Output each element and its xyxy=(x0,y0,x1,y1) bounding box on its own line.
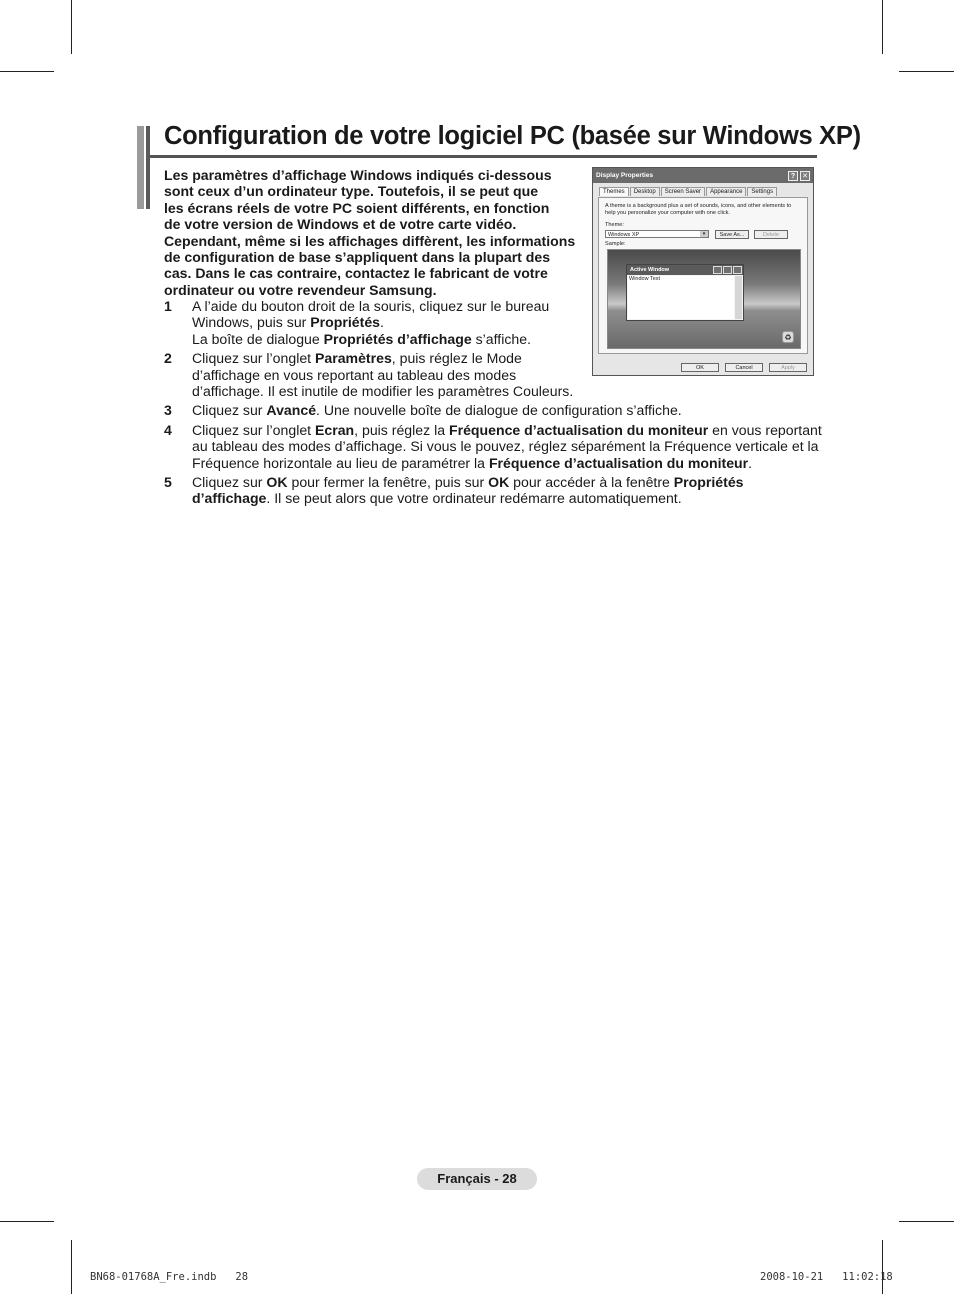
step-text: . Il se peut alors que votre ordinateur redémarre automatiquement. xyxy=(266,490,682,507)
step-number: 1 xyxy=(164,298,172,314)
tab-appearance[interactable]: Appearance xyxy=(706,187,746,196)
title-rule xyxy=(150,155,817,158)
maximize-icon xyxy=(723,266,732,274)
intro-line: de votre version de Windows et de votre carte vidéo. xyxy=(164,216,517,233)
step-emphasis: Fréquence d’actualisation du moniteur xyxy=(488,454,749,471)
step-text: . Une nouvelle boîte de dialogue de configuration s’affiche. xyxy=(316,402,682,419)
step-emphasis: Propriétés xyxy=(673,474,744,491)
intro-paragraph xyxy=(164,167,584,298)
crop-mark xyxy=(882,0,883,54)
cancel-button[interactable]: Cancel xyxy=(725,363,763,372)
step-text: Fréquence horizontale au lieu de paramétrer la xyxy=(192,454,489,471)
intro-line: sont ceux d’un ordinateur type. Toutefois, il se peut que xyxy=(164,183,539,200)
window-text: Window Text xyxy=(628,276,734,319)
step-emphasis: OK xyxy=(266,474,288,491)
step-text: Cliquez sur l’onglet xyxy=(192,421,315,438)
page-title: Configuration de votre logiciel PC (basée sur Windows XP) xyxy=(164,122,861,150)
title-accent-bar xyxy=(146,126,150,209)
step-emphasis: OK xyxy=(488,474,510,491)
theme-select[interactable] xyxy=(605,230,709,238)
crop-mark xyxy=(882,1240,883,1294)
delete-button[interactable]: Delete xyxy=(754,230,788,239)
step-item xyxy=(164,474,819,507)
minimize-icon xyxy=(713,266,722,274)
theme-description: A theme is a background plus a set of sounds, icons, and other elements to help you personalize your computer with one click. xyxy=(605,203,792,216)
print-timestamp: 2008-10-21 11:02:18 xyxy=(760,1271,893,1283)
step-emphasis: Propriétés xyxy=(310,314,380,331)
step-number: 3 xyxy=(164,402,172,419)
scrollbar xyxy=(735,276,742,319)
step-item xyxy=(164,402,819,418)
close-icon[interactable]: ✕ xyxy=(800,171,810,181)
help-icon[interactable]: ? xyxy=(788,171,798,181)
crop-mark xyxy=(0,1221,54,1222)
step-line xyxy=(192,455,819,471)
intro-line: Cependant, même si les affichages diffèrent, les informations xyxy=(164,232,576,249)
display-properties-screenshot xyxy=(592,167,814,376)
step-emphasis: Ecran xyxy=(315,421,355,438)
crop-mark xyxy=(71,0,72,54)
apply-button[interactable]: Apply xyxy=(769,363,807,372)
step-line xyxy=(192,383,819,399)
theme-select-value: Windows XP xyxy=(608,232,640,238)
step-text: d’affichage. Il est inutile de modifier les paramètres Couleurs. xyxy=(192,383,574,400)
step-item xyxy=(164,421,822,471)
step-line xyxy=(192,474,819,490)
step-text: en vous reportant xyxy=(708,421,822,438)
title-accent-bar xyxy=(137,126,144,209)
dialog-title: Display Properties xyxy=(596,172,654,179)
step-emphasis: Paramètres xyxy=(315,350,392,367)
step-emphasis: Fréquence d’actualisation du moniteur xyxy=(448,421,709,438)
tab-themes[interactable]: Themes xyxy=(599,187,629,196)
dialog-tabs xyxy=(593,183,813,196)
step-emphasis: Avancé xyxy=(266,402,317,419)
step-text: A l’aide du bouton droit de la souris, cliquez sur le bureau xyxy=(192,298,550,314)
step-text: Cliquez sur xyxy=(192,402,267,419)
step-text: , puis réglez la xyxy=(354,421,449,438)
intro-line: de configuration de base s’appliquent dans la plupart des xyxy=(164,249,551,266)
dialog-title-bar xyxy=(593,168,813,183)
step-text: Cliquez sur l’onglet xyxy=(192,350,315,367)
intro-line: Les paramètres d’affichage Windows indiqués ci-dessous xyxy=(164,167,552,183)
step-text: pour accéder à la fenêtre xyxy=(509,474,674,491)
step-number: 4 xyxy=(164,421,172,438)
crop-mark xyxy=(899,71,954,72)
intro-line: les écrans réels de votre PC soient différents, en fonction xyxy=(164,199,550,216)
active-window-title: Active Window xyxy=(630,267,670,273)
themes-panel xyxy=(598,197,808,354)
crop-mark xyxy=(899,1221,954,1222)
step-text: Cliquez sur xyxy=(192,474,267,491)
tab-screen-saver[interactable]: Screen Saver xyxy=(661,187,705,196)
step-line xyxy=(192,490,819,506)
sample-preview xyxy=(607,249,801,349)
tab-desktop[interactable]: Desktop xyxy=(630,187,660,196)
crop-mark xyxy=(71,1240,72,1294)
step-text: au tableau des modes d’affichage. Si vous le pouvez, réglez séparément la Fréquence verticale et la xyxy=(192,438,819,455)
tab-settings[interactable]: Settings xyxy=(747,187,777,196)
ok-button[interactable]: OK xyxy=(681,363,719,372)
step-line xyxy=(192,438,819,454)
step-emphasis: d’affichage xyxy=(192,490,267,507)
step-line xyxy=(192,421,822,438)
chevron-down-icon[interactable]: ▾ xyxy=(700,231,708,237)
intro-line: ordinateur ou votre revendeur Samsung. xyxy=(164,281,437,298)
step-text: , puis réglez le Mode xyxy=(391,350,522,367)
theme-label: Theme: xyxy=(605,222,624,228)
step-number: 5 xyxy=(164,474,172,491)
print-file-info: BN68-01768A_Fre.indb 28 xyxy=(90,1271,249,1283)
active-window-title-bar xyxy=(627,265,743,275)
save-as-button[interactable]: Save As... xyxy=(715,230,749,239)
step-text: . xyxy=(748,454,753,471)
recycle-bin-icon: ♻ xyxy=(782,331,794,343)
step-text: d’affichage en vous reportant au tableau des modes xyxy=(192,366,517,383)
step-emphasis: Propriétés d’affichage xyxy=(323,330,472,347)
step-text: . xyxy=(380,314,384,331)
step-text: s’affiche. xyxy=(471,330,531,347)
page-number-badge: Français - 28 xyxy=(417,1168,537,1190)
step-text: pour fermer la fenêtre, puis sur xyxy=(287,474,489,491)
sample-label: Sample: xyxy=(605,241,626,247)
close-icon xyxy=(733,266,742,274)
crop-mark xyxy=(0,71,54,72)
step-number: 2 xyxy=(164,350,172,367)
step-line xyxy=(192,402,819,418)
intro-line: cas. Dans le cas contraire, contactez le fabricant de votre xyxy=(164,265,548,282)
active-window-preview xyxy=(626,264,744,321)
step-text: La boîte de dialogue xyxy=(192,330,324,347)
step-text: Windows, puis sur xyxy=(192,314,311,331)
